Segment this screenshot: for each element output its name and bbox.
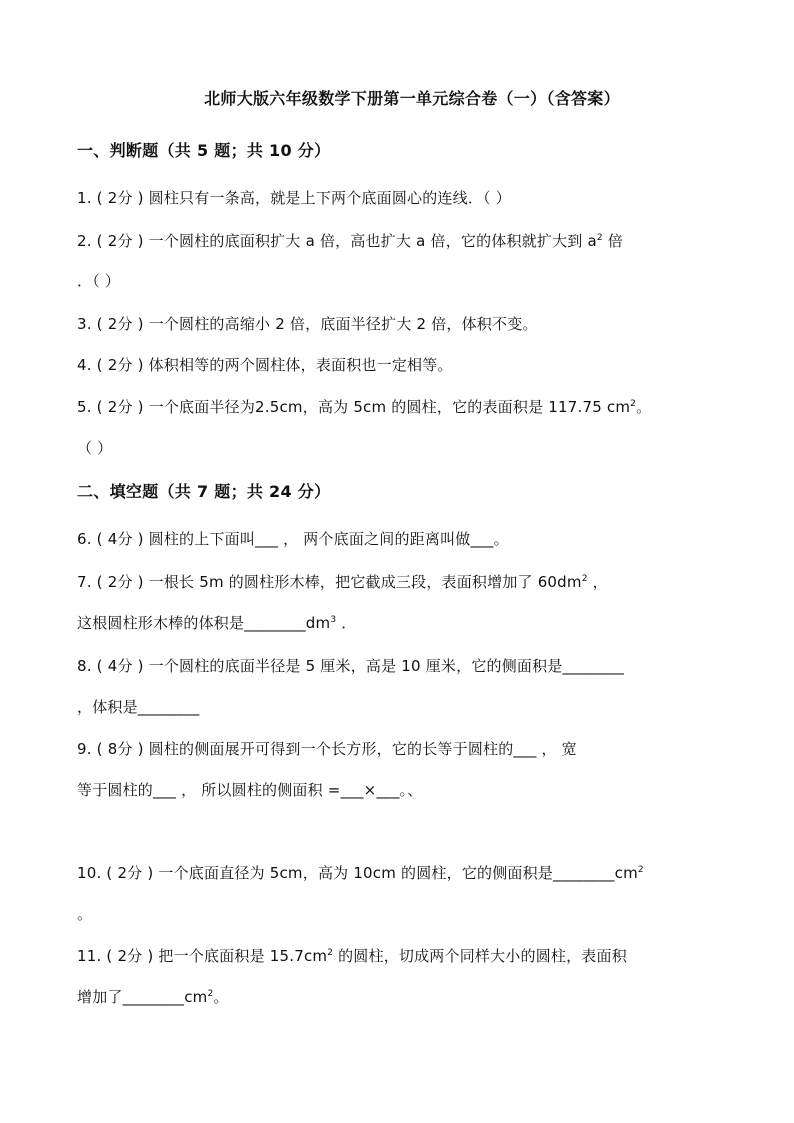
question-11-cont-end: 。	[213, 988, 229, 1006]
question-2-text-end: 倍	[602, 232, 623, 250]
question-3: 3. ( 2分 ) 一个圆柱的高缩小 2 倍，底面半径扩大 2 倍，体积不变。	[77, 315, 538, 333]
question-4: 4. ( 2分 ) 体积相等的两个圆柱体，表面积也一定相等。	[77, 356, 453, 374]
question-8-continuation: ，体积是________	[77, 698, 200, 716]
question-10-text: 10. ( 2分 ) 一个底面直径为 5cm，高为 10cm 的圆柱，它的侧面积是________cm	[77, 864, 638, 882]
question-10	[77, 862, 644, 883]
question-7-cont-end: ．	[336, 614, 357, 632]
question-1: 1. ( 2分 ) 圆柱只有一条高，就是上下两个底面圆心的连线．（ ）	[77, 189, 511, 207]
question-2	[77, 230, 623, 251]
question-9-continuation: 等于圆柱的___ ， 所以圆柱的侧面积 =___×___。、	[77, 781, 423, 799]
question-11-superscript: 2	[327, 948, 334, 958]
question-7-cont-text: 这根圆柱形木棒的体积是________dm	[77, 614, 331, 632]
question-7-text-end: ，	[587, 573, 608, 591]
question-10-superscript: 2	[637, 865, 644, 875]
question-7-continuation	[77, 612, 356, 633]
question-2-superscript: 2	[596, 233, 603, 243]
question-8: 8. ( 4分 ) 一个圆柱的底面半径是 5 厘米，高是 10 厘米，它的侧面积是________	[77, 657, 625, 675]
question-7-superscript: 2	[581, 574, 588, 584]
question-7	[77, 571, 608, 592]
question-2-continuation: ．（ ）	[77, 272, 121, 290]
question-7-cont-superscript: 3	[330, 615, 337, 625]
question-9: 9. ( 8分 ) 圆柱的侧面展开可得到一个长方形，它的长等于圆柱的___ ， 宽	[77, 740, 577, 758]
document-title: 北师大版六年级数学下册第一单元综合卷（一）（含答案）	[204, 89, 620, 108]
question-5-superscript: 2	[630, 399, 637, 409]
question-2-text: 2. ( 2分 ) 一个圆柱的底面积扩大 a 倍，高也扩大 a 倍，它的体积就扩大到 a	[77, 232, 597, 250]
question-11	[77, 945, 627, 966]
question-7-text: 7. ( 2分 ) 一根长 5m 的圆柱形木棒，把它截成三段，表面积增加了 60dm	[77, 573, 582, 591]
question-5-continuation: （ ）	[77, 439, 113, 457]
question-11-text: 11. ( 2分 ) 把一个底面积是 15.7cm	[77, 947, 328, 965]
question-10-continuation: 。	[77, 905, 93, 923]
section-heading-fill-blank: 二、填空题（共 7 题；共 24 分）	[77, 482, 331, 501]
question-11-cont-superscript: 2	[207, 989, 214, 999]
question-11-text-end: 的圆柱，切成两个同样大小的圆柱，表面积	[333, 947, 627, 965]
question-5-text-end: 。	[636, 398, 652, 416]
question-5	[77, 396, 651, 417]
question-6: 6. ( 4分 ) 圆柱的上下面叫___ ， 两个底面之间的距离叫做___。	[77, 530, 509, 548]
section-heading-judgement: 一、判断题（共 5 题；共 10 分）	[77, 141, 331, 160]
question-5-text: 5. ( 2分 ) 一个底面半径为2.5cm，高为 5cm 的圆柱，它的表面积是 117.75 cm	[77, 398, 631, 416]
question-11-cont-text: 增加了________cm	[77, 988, 208, 1006]
question-11-continuation	[77, 986, 229, 1007]
